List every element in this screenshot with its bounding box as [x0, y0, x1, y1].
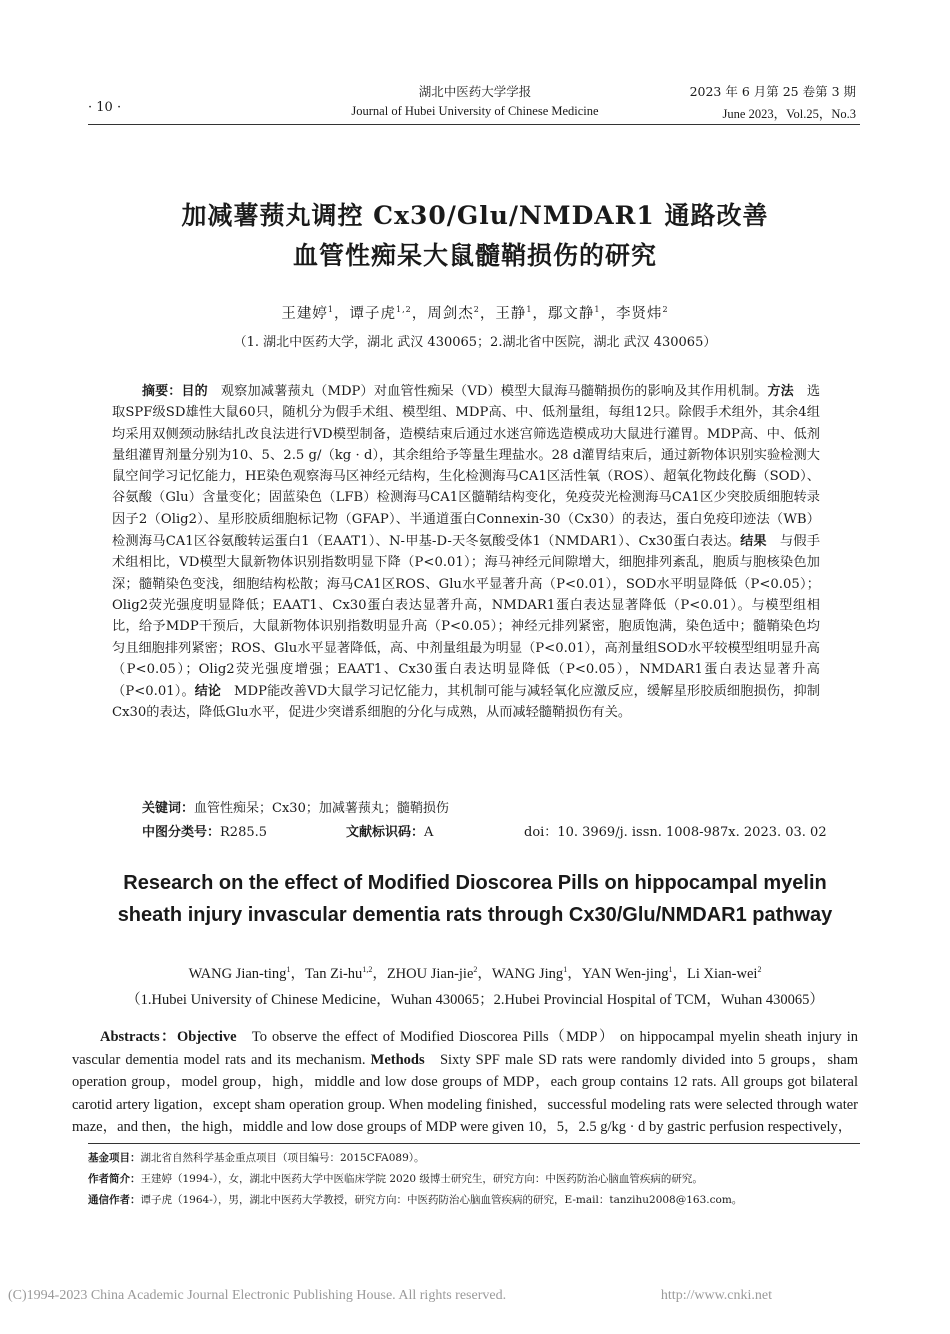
- doi: doi：10. 3969/j. issn. 1008-987x. 2023. 03. 02: [524, 825, 827, 840]
- document-code: 文献标识码：A: [346, 824, 434, 840]
- authors-en: WANG Jian-ting$^1$，Tan Zi-hu$^{1,2}$，ZHOU Jian-jie$^2$，WANG Jing$^1$，YAN Wen-jing$^1$，Li Xian-wei$^2$: [188, 965, 762, 982]
- author-en: ZHOU Jian-jie: [386, 966, 474, 982]
- methods-label-en: Methods: [370, 1051, 425, 1068]
- header-rule: [88, 124, 860, 125]
- issue-volume-en: June 2023，Vol.25，No.3: [722, 107, 856, 121]
- conclusion-text: MDP能改善VD大鼠学习记忆能力，其机制可能与减轻氧化应激反应，缓解星形胶质细胞损伤，抑制Cx30的表达，降低Glu水平，促进少突谱系细胞的分化与成熟，从而减轻髓鞘损伤有关。: [112, 684, 820, 721]
- title-cn-line2: 血管性痴呆大鼠髓鞘损伤的研究: [292, 241, 657, 270]
- affiliation-cn: （1. 湖北中医药大学，湖北 武汉 430065；2.湖北省中医院，湖北 武汉 430065）: [233, 335, 717, 350]
- journal-title-en: Journal of Hubei University of Chinese Medicine: [351, 104, 599, 118]
- results-label: 结果: [740, 533, 767, 549]
- author-en: WANG Jing: [491, 966, 564, 982]
- journal-title-cn: 湖北中医药大学学报: [418, 84, 532, 99]
- keywords: 关键词：血管性痴呆；Cx30；加减薯蓣丸；髓鞘损伤: [142, 800, 449, 816]
- abstract-cn: [112, 380, 820, 724]
- cnki-link[interactable]: http://www.cnki.net: [660, 1288, 772, 1303]
- keywords-text: 血管性痴呆；Cx30；加减薯蓣丸；髓鞘损伤: [194, 801, 449, 816]
- affiliation-en: （1.Hubei University of Chinese Medicine，Wuhan 430065；2.Hubei Provincial Hospital of TCM，Wuhan 430065）: [126, 992, 824, 1008]
- author-cn: 王建婷: [281, 306, 328, 322]
- author-cn: 王静: [495, 306, 527, 322]
- abstract-label: 摘要：: [142, 383, 182, 398]
- page-number: · 10 ·: [88, 100, 122, 115]
- footnote-corresponding: 通信作者：谭子虎（1964-），男，湖北中医药大学教授，研究方向：中医药防治心脑血管疾病的研究，E-mail：tanzihu2008@163.com。: [88, 1194, 743, 1206]
- author-en: YAN Wen-jing: [581, 966, 669, 982]
- footnote-fund: 基金项目：湖北省自然科学基金重点项目（项目编号：2015CFA089）。: [88, 1152, 425, 1164]
- issue-date-cn: 2023 年 6 月第 25 卷第 3 期: [689, 84, 856, 99]
- title-en-line1: Research on the effect of Modified Dioscorea Pills on hippocampal myelin: [123, 872, 827, 894]
- doi-value: 10. 3969/j. issn. 1008-987x. 2023. 03. 02: [557, 825, 827, 840]
- abstracts-label: Abstracts：: [100, 1029, 178, 1045]
- conclusion-label: 结论: [194, 683, 222, 699]
- abstract-en: [72, 1026, 858, 1139]
- authors-cn: 王建婷$^1$，谭子虎$^{1,2}$，周剑杰$^2$，王静$^1$，鄢文静$^1$，李贤炜$^2$: [281, 305, 669, 322]
- author-cn: 周剑杰: [427, 306, 474, 322]
- author-cn: 鄢文静: [547, 306, 595, 322]
- objective-text: 观察加减薯蓣丸（MDP）对血管性痴呆（VD）模型大鼠海马髓鞘损伤的影响及其作用机制。: [220, 384, 768, 399]
- copyright-notice: (C)1994-2023 China Academic Journal Electronic Publishing House. All rights reserved.: [8, 1288, 507, 1303]
- footnote-rule: [88, 1143, 860, 1144]
- clc-number: 中图分类号：R285.5: [142, 824, 268, 840]
- title-cn-line1: 加减薯蓣丸调控 Cx30/Glu/NMDAR1 通路改善: [181, 201, 769, 230]
- author-en: Li Xian-wei: [686, 966, 758, 982]
- objective-text-en: To observe the effect of Modified Dioscorea Pills（MDP） on hippocampal myelin sheath injury in vascular dementia model rats and its mechanism.: [72, 1029, 858, 1068]
- methods-label: 方法: [767, 383, 794, 398]
- results-text: 与假手术组相比，VD模型大鼠新物体识别指数明显下降（P<0.01）；海马神经元间隙增大，细胞排列紊乱，胞质与胞核染色加深；髓鞘染色变浅，细胞结构松散；海马CA1区ROS、Glu水平显著升高（P<0.01），SOD水平明显降低（P<0.05）；Olig2荧光强度明显降低；EAAT1、Cx30蛋白表达显著升高，NMDAR1蛋白表达显著降低（P<0.01）。与模型组相比，给予MDP干预后，大鼠新物体识别指数明显升高（P<0.05）；神经元排列紧密，胞质饱满，染色适中；髓鞘染色均匀且细胞排列紧密；ROS、Glu水平显著降低，高、中剂量组最为明显（P<0.01），高剂量组SOD水平较模型组明显升高（P<0.05）；Olig2荧光强度增强；EAAT1、Cx30蛋白表达明显降低（P<0.05），NMDAR1蛋白表达显著升高（P<0.01）。: [112, 534, 821, 700]
- author-cn: 李贤炜: [616, 306, 663, 322]
- author-en: Tan Zi-hu: [304, 966, 363, 982]
- footnote-author: 作者简介：王建婷（1994-），女，湖北中医药大学中医临床学院 2020 级博士研究生，研究方向：中医药防治心脑血管疾病的研究。: [88, 1173, 703, 1185]
- author-en: WANG Jian-ting: [188, 966, 287, 982]
- methods-text: 选取SPF级SD雄性大鼠60只，随机分为假手术组、模型组、MDP高、中、低剂量组，每组12只。除假手术组外，其余4组均采用双侧颈动脉结扎改良法进行VD模型制备，造模结束后通过水迷宫筛选造模成功大鼠进行灌胃。MDP高、中、低剂量组灌胃剂量分别为10、5、2.5 g/（kg · d），其余组给予等量生理盐水。28 d灌胃结束后，通过新物体识别实验检测大鼠空间学习记忆能力，HE染色观察海马区神经元结构，生化检测海马CA1区活性氧（ROS）、超氧化物歧化酶（SOD）、谷氨酸（Glu）含量变化；固蓝染色（LFB）检测海马CA1区髓鞘结构变化，免疫荧光检测海马CA1区少突胶质细胞转录因子2（Olig2）、星形胶质细胞标记物（GFAP）、半通道蛋白Connexin-30（Cx30）的表达，蛋白免疫印迹法（WB）检测海马CA1区谷氨酸转运蛋白1（EAAT1）、N-甲基-D-天冬氨酸受体1（NMDAR1）、Cx30蛋白表达。: [112, 384, 820, 550]
- methods-text-en: Sixty SPF male SD rats were randomly divided into 5 groups，sham operation group，model group，high，middle and low dose groups of MDP，each group contains 12 rats. All groups got bilateral carotid artery ligation，except sham operation group. When modeling finished，successful modeling rats were selected through water maze，and then，the high，middle and low dose groups of MDP were given 10，5，2.5 g/kg · d by gastric perfusion respectively，: [72, 1051, 859, 1136]
- title-en-line2: sheath injury invascular dementia rats through Cx30/Glu/NMDAR1 pathway: [117, 904, 833, 926]
- author-cn: 谭子虎: [349, 306, 396, 322]
- objective-label: 目的: [181, 383, 208, 398]
- objective-label-en: Objective: [177, 1029, 237, 1045]
